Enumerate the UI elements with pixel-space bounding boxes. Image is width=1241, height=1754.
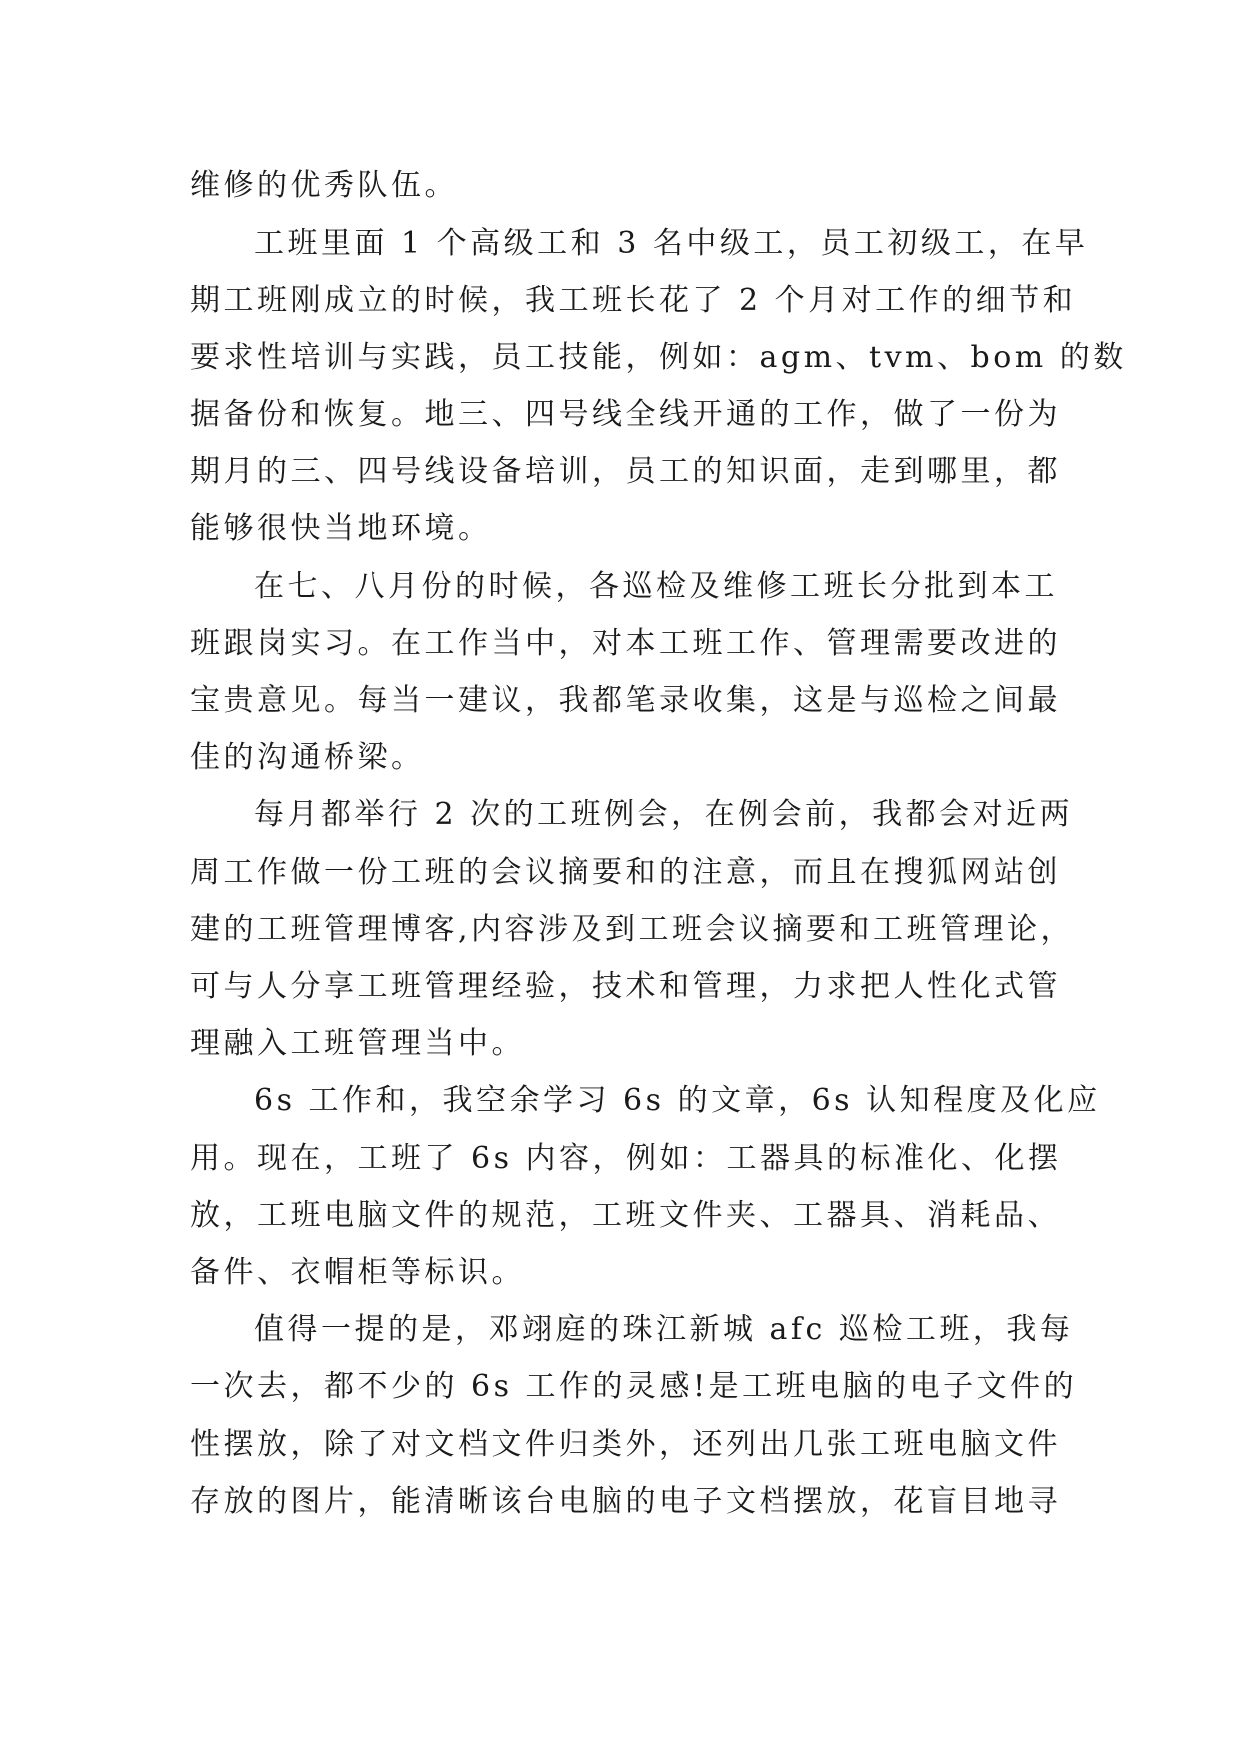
text-line: 值得一提的是，邓翊庭的珠江新城 afc 巡检工班，我每: [254, 1312, 1074, 1347]
text-line: 每月都举行 2 次的工班例会，在例会前，我都会对近两: [254, 797, 1074, 832]
text-line: 存放的图片，能清晰该台电脑的电子文档摆放，花盲目地寻: [190, 1484, 1061, 1519]
text-line: 用。现在，工班了 6s 内容，例如：工器具的标准化、化摆: [190, 1141, 1062, 1176]
text-line: 班跟岗实习。在工作当中，对本工班工作、管理需要改进的: [190, 626, 1061, 661]
text-line: 可与人分享工班管理经验，技术和管理，力求把人性化式管: [190, 969, 1061, 1004]
text-line: 宝贵意见。每当一建议，我都笔录收集，这是与巡检之间最: [190, 683, 1061, 718]
text-line: 6s 工作和，我空余学习 6s 的文章，6s 认知程度及化应: [254, 1083, 1101, 1118]
text-line: 备件、衣帽柜等标识。: [190, 1255, 525, 1290]
text-line: 一次去，都不少的 6s 工作的灵感!是工班电脑的电子文件的: [190, 1369, 1078, 1404]
text-line: 性摆放，除了对文档文件归类外，还列出几张工班电脑文件: [190, 1427, 1061, 1462]
text-line: 期工班刚成立的时候，我工班长花了 2 个月对工作的细节和: [190, 283, 1077, 318]
text-line: 维修的优秀队伍。: [190, 168, 458, 203]
text-line: 佳的沟通桥梁。: [190, 740, 425, 775]
text-line: 据备份和恢复。地三、四号线全线开通的工作，做了一份为: [190, 397, 1061, 432]
text-line: 工班里面 1 个高级工和 3 名中级工，员工初级工，在早: [254, 226, 1089, 261]
text-line: 要求性培训与实践，员工技能，例如：agm、tvm、bom 的数: [190, 340, 1127, 375]
text-line: 放，工班电脑文件的规范，工班文件夹、工器具、消耗品、: [190, 1198, 1061, 1233]
text-line: 建的工班管理博客,内容涉及到工班会议摘要和工班管理论，: [190, 912, 1075, 947]
text-line: 理融入工班管理当中。: [190, 1026, 525, 1061]
text-line: 期月的三、四号线设备培训，员工的知识面，走到哪里，都: [190, 454, 1061, 489]
text-line: 能够很快当地环境。: [190, 511, 492, 546]
text-line: 在七、八月份的时候，各巡检及维修工班长分批到本工: [254, 569, 1058, 604]
text-line: 周工作做一份工班的会议摘要和的注意，而且在搜狐网站创: [190, 855, 1061, 890]
